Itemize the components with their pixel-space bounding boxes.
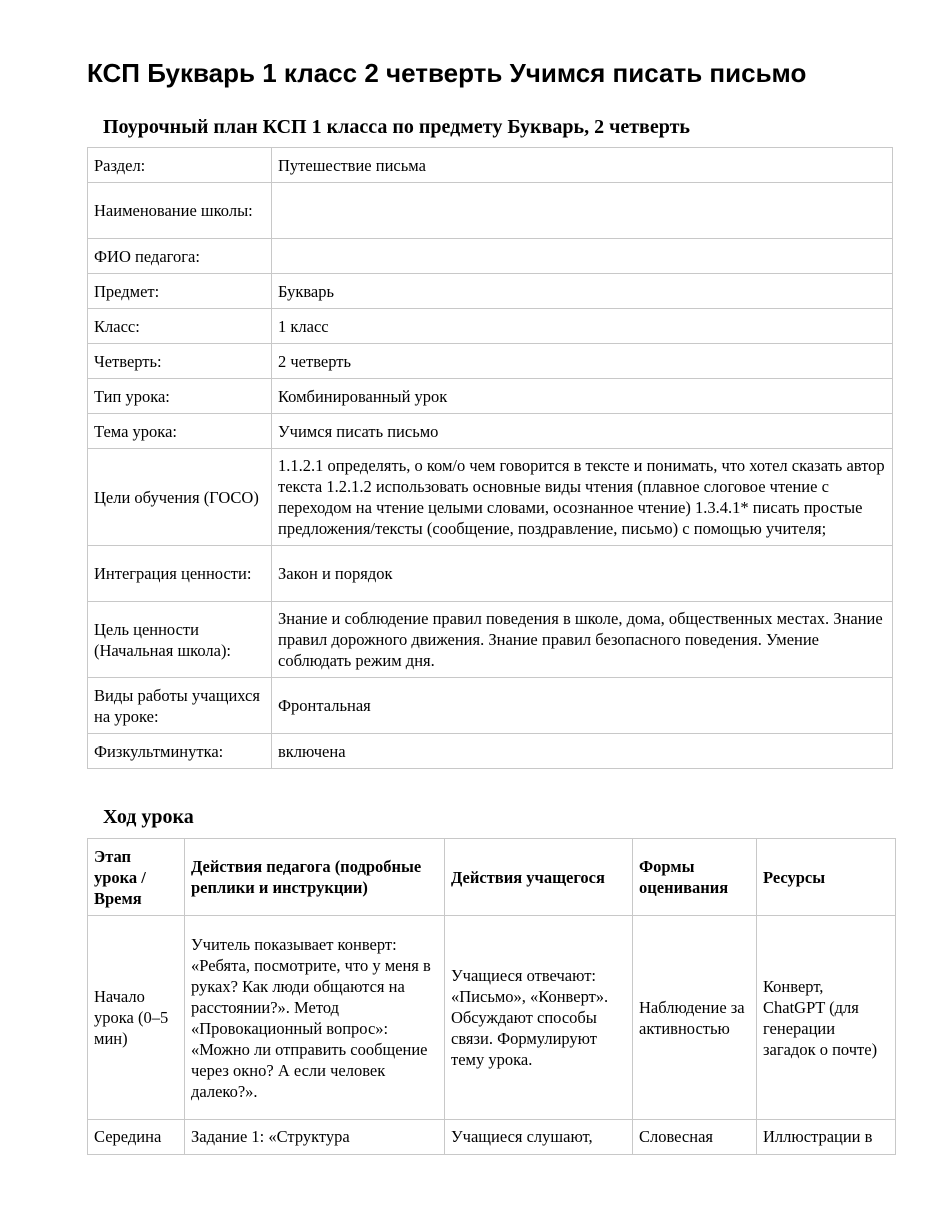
info-label: Цели обучения (ГОСО)	[88, 449, 272, 546]
info-value: включена	[272, 734, 893, 769]
info-label: ФИО педагога:	[88, 239, 272, 274]
lesson-info-table	[87, 147, 893, 769]
info-row-school	[88, 183, 893, 239]
column-header-student-actions: Действия учащегося	[445, 839, 633, 916]
cell-assessment: Наблюдение за активностью	[633, 916, 757, 1120]
info-value: Знание и соблюдение правил поведения в школе, дома, общественных местах. Знание правил дорожного движения. Знание правил безопасного поведения. Умение соблюдать режим дня.	[272, 602, 893, 678]
info-value	[272, 183, 893, 239]
info-value: Учимся писать письмо	[272, 414, 893, 449]
cell-student-actions: Учащиеся слушают,	[445, 1120, 633, 1155]
info-row-work-types	[88, 678, 893, 734]
info-row-exercise	[88, 734, 893, 769]
info-row-value-goal	[88, 602, 893, 678]
document-title: КСП Букварь 1 класс 2 четверть Учимся писать письмо	[87, 58, 807, 88]
cell-stage: Начало урока (0–5 мин)	[88, 916, 185, 1120]
info-label: Предмет:	[88, 274, 272, 309]
info-row-topic	[88, 414, 893, 449]
info-value: 1.1.2.1 определять, о ком/о чем говорится в тексте и понимать, что хотел сказать автор текста 1.2.1.2 использовать основные виды чтения (плавное слоговое чтение с переходом на чтение целыми словами, осознанное чтение) 1.3.4.1* писать простые предложения/тексты (сообщение, поздравление, письмо) с помощью учителя;	[272, 449, 893, 546]
info-value: Фронтальная	[272, 678, 893, 734]
info-label: Тип урока:	[88, 379, 272, 414]
info-label: Физкультминутка:	[88, 734, 272, 769]
column-header-assessment: Формы оценивания	[633, 839, 757, 916]
lesson-course-table	[87, 838, 896, 1155]
info-row-section	[88, 148, 893, 183]
info-value: 2 четверть	[272, 344, 893, 379]
info-label: Тема урока:	[88, 414, 272, 449]
info-row-goals	[88, 449, 893, 546]
table-header-row	[88, 839, 896, 916]
info-value: Закон и порядок	[272, 546, 893, 602]
cell-resources: Конверт, ChatGPT (для генерации загадок о почте)	[757, 916, 896, 1120]
info-value: Комбинированный урок	[272, 379, 893, 414]
cell-teacher-actions: Учитель показывает конверт: «Ребята, посмотрите, что у меня в руках? Как люди общаются на расстоянии?». Метод «Провокационный вопрос»: «Можно ли отправить сообщение через окно? А если человек далеко?».	[185, 916, 445, 1120]
info-row-lesson-type	[88, 379, 893, 414]
info-label: Раздел:	[88, 148, 272, 183]
info-value: 1 класс	[272, 309, 893, 344]
info-value: Путешествие письма	[272, 148, 893, 183]
course-heading: Ход урока	[103, 806, 194, 828]
info-row-teacher	[88, 239, 893, 274]
info-row-quarter	[88, 344, 893, 379]
column-header-stage: Этап урока / Время	[88, 839, 185, 916]
table-row	[88, 916, 896, 1120]
cell-assessment: Словесная	[633, 1120, 757, 1155]
info-value	[272, 239, 893, 274]
info-value: Букварь	[272, 274, 893, 309]
table-row	[88, 1120, 896, 1155]
column-header-teacher-actions: Действия педагога (подробные реплики и инструкции)	[185, 839, 445, 916]
info-label: Цель ценности (Начальная школа):	[88, 602, 272, 678]
info-label: Виды работы учащихся на уроке:	[88, 678, 272, 734]
plan-heading: Поурочный план КСП 1 класса по предмету Букварь, 2 четверть	[103, 116, 690, 138]
info-label: Четверть:	[88, 344, 272, 379]
column-header-resources: Ресурсы	[757, 839, 896, 916]
info-label: Класс:	[88, 309, 272, 344]
info-row-grade	[88, 309, 893, 344]
cell-stage: Середина	[88, 1120, 185, 1155]
cell-resources: Иллюстрации в	[757, 1120, 896, 1155]
info-label: Наименование школы:	[88, 183, 272, 239]
info-row-values	[88, 546, 893, 602]
info-label: Интеграция ценности:	[88, 546, 272, 602]
cell-student-actions: Учащиеся отвечают: «Письмо», «Конверт». Обсуждают способы связи. Формулируют тему урока.	[445, 916, 633, 1120]
cell-teacher-actions: Задание 1: «Структура	[185, 1120, 445, 1155]
info-row-subject	[88, 274, 893, 309]
